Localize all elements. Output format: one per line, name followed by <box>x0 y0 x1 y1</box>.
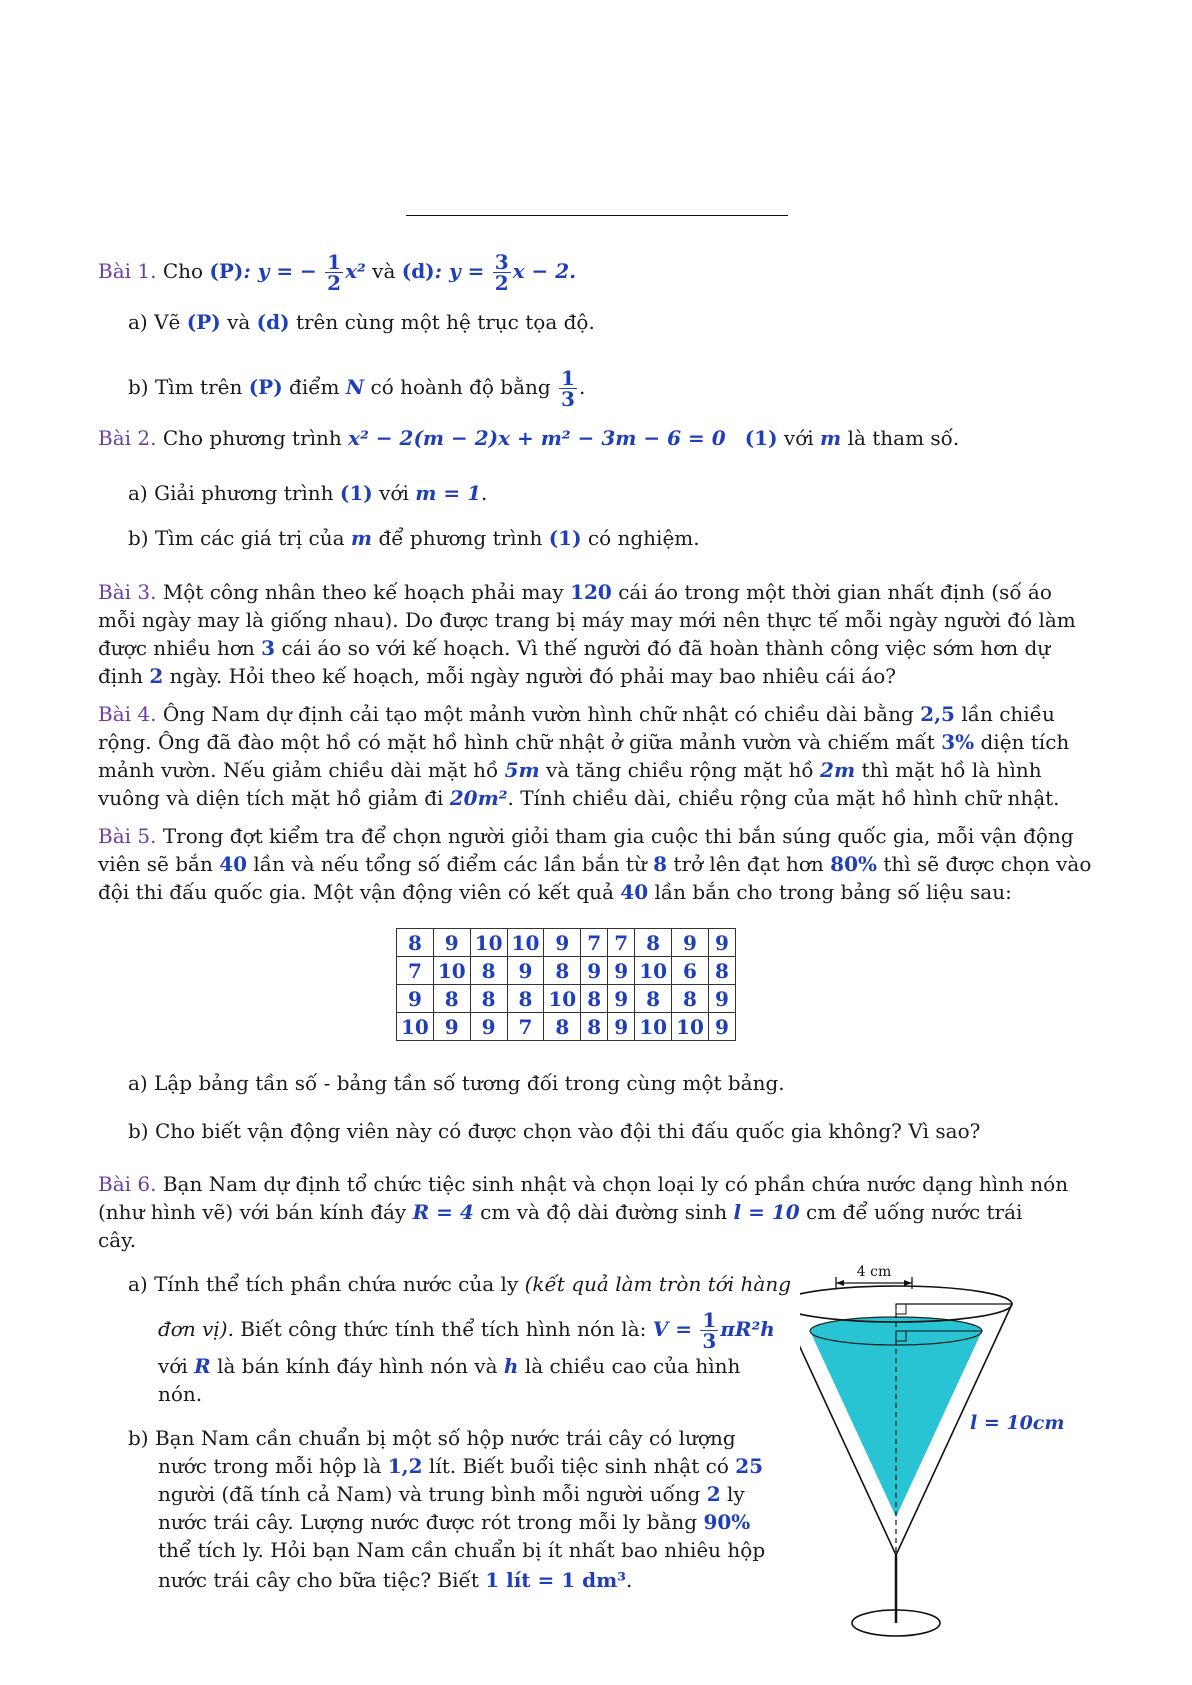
problem-4-line: Bài 4. Ông Nam dự định cải tạo một mảnh vườn hình chữ nhật có chiều dài bằng 2,5 lần chiều <box>98 702 1055 726</box>
table-cell: 8 <box>433 985 470 1013</box>
table-cell: 9 <box>544 929 581 957</box>
table-cell: 10 <box>470 929 507 957</box>
table-cell: 10 <box>433 957 470 985</box>
fraction: $\frac{1}{3}$ <box>702 1308 717 1353</box>
table-cell: 8 <box>544 957 581 985</box>
table-cell: 9 <box>708 929 735 957</box>
problem-2b: b) Tìm các giá trị của m để phương trình (1) có nghiệm. <box>128 526 700 550</box>
problem-3-line: định 2 ngày. Hỏi theo kế hoạch, mỗi ngày người đó phải may bao nhiêu cái áo? <box>98 664 896 688</box>
problem-6b-line: b) Bạn Nam cần chuẩn bị một số hộp nước trái cây có lượng <box>128 1426 736 1450</box>
table-cell: 8 <box>581 985 608 1013</box>
problem-6b-line: nước trái cây cho bữa tiệc? Biết 1 lít = 1 dm³. <box>158 1568 633 1592</box>
fraction: $\frac{1}{2}$ <box>327 250 342 295</box>
problem-1b: b) Tìm trên (P) điểm N có hoành độ bằng $\frac{1}{3}$ . <box>128 366 586 411</box>
table-cell: 7 <box>397 957 434 985</box>
table-cell: 9 <box>433 929 470 957</box>
table-cell: 10 <box>397 1013 434 1041</box>
table-row <box>397 1013 736 1041</box>
problem-5b: b) Cho biết vận động viên này có được chọn vào đội thi đấu quốc gia không? Vì sao? <box>128 1119 981 1143</box>
problem-3-line: Bài 3. Một công nhân theo kế hoạch phải may 120 cái áo trong một thời gian nhất định (số áo <box>98 580 1052 604</box>
table-cell: 9 <box>608 957 635 985</box>
table-cell: 10 <box>544 985 581 1013</box>
text: Cho <box>162 259 204 283</box>
math: : y = <box>434 259 485 283</box>
problem-2-statement: Bài 2. Cho phương trình x² − 2(m − 2)x + m² − 3m − 6 = 0 (1) với m là tham số. <box>98 426 960 450</box>
table-cell: 9 <box>507 957 544 985</box>
problem-6b-line: người (đã tính cả Nam) và trung bình mỗi người uống 2 ly <box>158 1482 745 1506</box>
table-cell: 9 <box>708 1013 735 1041</box>
slant-height-label: l = 10cm <box>970 1412 1065 1434</box>
table-cell: 9 <box>470 1013 507 1041</box>
problem-6b-line: nước trái cây. Lượng nước được rót trong mỗi ly bằng 90% <box>158 1510 751 1534</box>
math: x − 2. <box>512 259 577 283</box>
table-cell: 8 <box>581 1013 608 1041</box>
table-row <box>397 957 736 985</box>
table-cell: 8 <box>470 957 507 985</box>
problem-1-label: Bài 1. <box>98 259 157 283</box>
table-cell: 8 <box>544 1013 581 1041</box>
problem-6b-line: thể tích ly. Hỏi bạn Nam cần chuẩn bị ít nhất bao nhiêu hộp <box>158 1538 766 1562</box>
table-cell: 8 <box>635 985 672 1013</box>
table-cell: 6 <box>672 957 709 985</box>
table-cell: 7 <box>608 929 635 957</box>
problem-1a: a) Vẽ (P) và (d) trên cùng một hệ trục tọa độ. <box>128 310 595 334</box>
table-cell: 9 <box>608 1013 635 1041</box>
problem-6a-line: nón. <box>158 1382 203 1406</box>
problem-4-line: rộng. Ông đã đào một hồ có mặt hồ hình chữ nhật ở giữa mảnh vườn và chiếm mất 3% diện tích <box>98 730 1070 754</box>
problem-5-line: viên sẽ bắn 40 lần và nếu tổng số điểm các lần bắn từ 8 trở lên đạt hơn 80% thì sẽ được chọn vào <box>98 852 1092 876</box>
problem-5-line: Bài 5. Trong đợt kiểm tra để chọn người giỏi tham gia cuộc thi bắn súng quốc gia, mỗi vận động <box>98 824 1074 848</box>
table-cell: 8 <box>708 957 735 985</box>
math: (P) <box>209 259 244 283</box>
problem-6a-line: a) Tính thể tích phần chứa nước của ly (kết quả làm tròn tới hàng <box>128 1272 792 1296</box>
table-cell: 8 <box>672 985 709 1013</box>
math: : y = − <box>243 259 317 283</box>
problem-1-statement <box>98 252 576 293</box>
cone-glass-figure <box>800 1255 1100 1645</box>
problem-6-line: (như hình vẽ) với bán kính đáy R = 4 cm và độ dài đường sinh l = 10 cm để uống nước trái <box>98 1200 1023 1224</box>
table-cell: 8 <box>635 929 672 957</box>
table-cell: 10 <box>507 929 544 957</box>
top-dimension-label: 4 cm <box>856 1264 892 1280</box>
table-cell: 8 <box>470 985 507 1013</box>
problem-5a: a) Lập bảng tần số - bảng tần số tương đối trong cùng một bảng. <box>128 1071 785 1095</box>
problem-6a-line: với R là bán kính đáy hình nón và h là chiều cao của hình <box>158 1354 741 1378</box>
table-cell: 9 <box>708 985 735 1013</box>
table-row <box>397 929 736 957</box>
problem-5-line: đội thi đấu quốc gia. Một vận động viên có kết quả 40 lần bắn cho trong bảng số liệu sau: <box>98 880 1012 904</box>
table-cell: 9 <box>608 985 635 1013</box>
table-cell: 10 <box>635 1013 672 1041</box>
table-cell: 8 <box>507 985 544 1013</box>
text: và <box>372 259 396 283</box>
table-cell: 7 <box>507 1013 544 1041</box>
table-cell: 9 <box>581 957 608 985</box>
header-rule <box>406 215 788 216</box>
score-table <box>396 928 736 1041</box>
table-cell: 10 <box>635 957 672 985</box>
table-row <box>397 985 736 1013</box>
problem-3-line: mỗi ngày may là giống nhau). Do được trang bị máy may mới nên thực tế mỗi ngày người đó làm <box>98 608 1076 632</box>
table-cell: 9 <box>672 929 709 957</box>
problem-6a-line: đơn vị). Biết công thức tính thể tích hình nón là: V = $\frac{1}{3}$ πR²h <box>158 1308 775 1353</box>
problem-6-line: cây. <box>98 1228 137 1252</box>
math: (d) <box>401 259 435 283</box>
fraction: $\frac{1}{3}$ <box>561 366 575 411</box>
table-cell: 8 <box>397 929 434 957</box>
math: x² <box>345 259 366 283</box>
problem-6-line: Bài 6. Bạn Nam dự định tổ chức tiệc sinh nhật và chọn loại ly có phần chứa nước dạng hình nón <box>98 1172 1069 1196</box>
table-cell: 10 <box>672 1013 709 1041</box>
problem-6b-line: nước trong mỗi hộp là 1,2 lít. Biết buổi tiệc sinh nhật có 25 <box>158 1454 764 1478</box>
problem-3-line: được nhiều hơn 3 cái áo so với kế hoạch. Vì thế người đó đã hoàn thành công việc sớm hơn dự <box>98 636 1051 660</box>
table-cell: 7 <box>581 929 608 957</box>
problem-2a: a) Giải phương trình (1) với m = 1. <box>128 481 488 505</box>
problem-4-line: vuông và diện tích mặt hồ giảm đi 20m². Tính chiều dài, chiều rộng của mặt hồ hình chữ nhật. <box>98 786 1060 810</box>
table-cell: 9 <box>433 1013 470 1041</box>
fraction: $\frac{3}{2}$ <box>494 250 509 295</box>
table-cell: 9 <box>397 985 434 1013</box>
problem-4-line: mảnh vườn. Nếu giảm chiều dài mặt hồ 5m và tăng chiều rộng mặt hồ 2m thì mặt hồ là hình <box>98 758 1042 782</box>
